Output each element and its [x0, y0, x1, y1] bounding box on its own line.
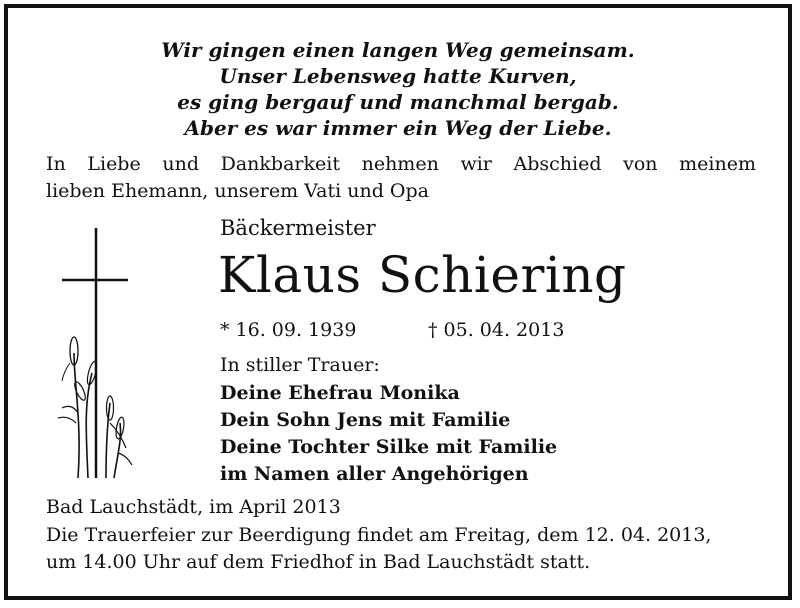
obituary-notice	[4, 4, 792, 600]
poem-line-2: Unser Lebensweg hatte Kurven,	[219, 64, 577, 88]
ceremony-line-2: um 14.00 Uhr auf dem Friedhof in Bad Lauchstädt statt.	[46, 551, 591, 573]
poem-line-4: Aber es war immer ein Weg der Liebe.	[184, 116, 612, 140]
deceased-title: Bäckermeister	[220, 216, 376, 240]
mourning-heading: In stiller Trauer:	[220, 354, 380, 376]
place-date: Bad Lauchstädt, im April 2013	[46, 496, 341, 518]
cross-with-wheat-icon	[48, 223, 148, 488]
death-date: † 05. 04. 2013	[428, 319, 565, 341]
deceased-name: Klaus Schiering	[218, 246, 627, 304]
mourner-2: Dein Sohn Jens mit Familie	[220, 409, 511, 431]
mourner-4: im Namen aller Angehörigen	[220, 463, 529, 485]
birth-date: * 16. 09. 1939	[220, 319, 357, 341]
mourner-3: Deine Tochter Silke mit Familie	[220, 436, 558, 458]
intro-line-1: In Liebe und Dankbarkeit nehmen wir Abschied von meinem	[46, 153, 756, 175]
poem-line-1: Wir gingen einen langen Weg gemeinsam.	[161, 38, 635, 62]
ceremony-line-1: Die Trauerfeier zur Beerdigung findet am Freitag, dem 12. 04. 2013,	[46, 524, 712, 546]
poem-line-3: es ging bergauf und manchmal bergab.	[177, 90, 619, 114]
mourner-1: Deine Ehefrau Monika	[220, 382, 460, 404]
intro-line-2: lieben Ehemann, unserem Vati und Opa	[46, 180, 429, 202]
